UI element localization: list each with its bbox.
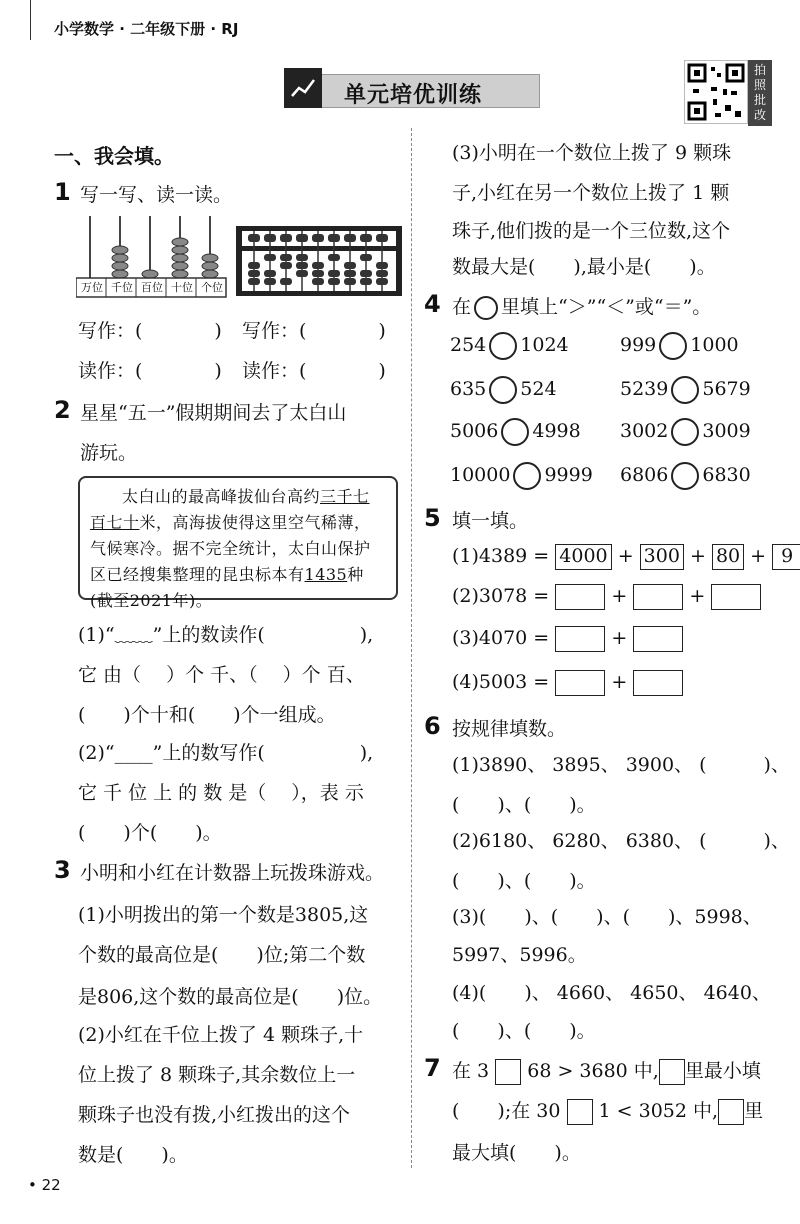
q6-line5: (3)( )、( )、( )、5998、 (452, 906, 762, 928)
q7-text-a1: 在 3 (452, 1060, 490, 1082)
qr-label-3: 批 (753, 93, 766, 107)
q7-text-b2: 1 < 3052 中, (598, 1100, 719, 1122)
compare-left: 3002 (620, 420, 669, 442)
compare-left: 5239 (620, 378, 669, 400)
compare-circle-input[interactable] (489, 332, 517, 360)
info-paragraph (90, 484, 386, 614)
q5-text: 填一填。 (452, 510, 529, 532)
qr-label-1: 拍 (753, 63, 766, 77)
q2-number: 2 (54, 396, 71, 424)
q3-right-line3: 珠子,他们拨的是一个三位数,这个 (452, 220, 731, 242)
q6-line6: 5997、5996。 (452, 944, 587, 966)
compare-right: 9999 (544, 464, 593, 486)
q6-line3: (2)6180、 6280、 6380、 ( )、 (452, 830, 790, 852)
plus-sign: + (689, 585, 706, 607)
compare-row-4b (620, 462, 751, 490)
compare-right: 5679 (702, 378, 751, 400)
abacus-label-ge: 个位 (201, 281, 223, 294)
answer-box[interactable]: 4000 (555, 544, 611, 570)
read-label-left: 读作：( (78, 360, 143, 382)
q6-text: 按规律填数。 (452, 718, 567, 740)
digit-box-icon (659, 1059, 685, 1085)
digit-box-icon (718, 1099, 744, 1125)
compare-row-2a (450, 376, 557, 404)
abacus-label-qian: 千位 (111, 281, 133, 294)
q2-text-line2: 游玩。 (80, 442, 138, 464)
q4-text-b: 里填上“＞”“＜”或“＝”。 (501, 296, 712, 318)
q1-number: 1 (54, 178, 71, 206)
q2-text-line1: 星星“五一”假期期间去了太白山 (80, 402, 347, 424)
q3-line2: 个数的最高位是( )位;第二个数 (78, 944, 366, 966)
compare-left: 6806 (620, 464, 669, 486)
section-banner (284, 68, 540, 112)
read-label-right: 读作：( (242, 360, 307, 382)
q1-text: 写一写、读一读。 (80, 184, 233, 206)
compare-circle-input[interactable] (501, 418, 529, 446)
paren-close: ) (214, 320, 222, 342)
qr-label-2: 照 (753, 78, 766, 92)
q7-number: 7 (424, 1054, 441, 1082)
q2-sub2-line1: (2)“____”上的数写作( ), (78, 742, 374, 764)
q7-text-b3: 里 (744, 1100, 764, 1122)
q7-text-a2: 68 > 3680 中, (527, 1060, 659, 1082)
q3-text: 小明和小红在计数器上玩拨珠游戏。 (80, 862, 385, 884)
compare-right: 4998 (532, 420, 581, 442)
compare-circle-input[interactable] (671, 376, 699, 404)
decompose-label: (1)4389 = (452, 545, 550, 567)
write-label-right: 写作：( (242, 320, 307, 342)
q1-read-left (78, 356, 222, 383)
q3-line3: 是806,这个数的最高位是( )位。 (78, 986, 383, 1008)
q4-text-a: 在 (452, 296, 472, 318)
q3-line1: (1)小明拨出的第一个数是3805,这 (78, 904, 369, 926)
chart-trend-icon (284, 68, 322, 108)
q1-read-right (242, 356, 386, 383)
q2-sub1-line3: ( )个十和( )个一组成。 (78, 704, 336, 726)
abacus-label-shi: 十位 (171, 281, 193, 294)
photo-grading-tab[interactable] (748, 60, 772, 126)
q6-line2: ( )、( )。 (452, 794, 596, 816)
compare-left: 10000 (450, 464, 511, 486)
info-underlined-2: 1435 (304, 565, 348, 584)
decompose-row-4 (452, 670, 683, 696)
q6-line1: (1)3890、 3895、 3900、 ( )、 (452, 754, 790, 776)
digit-box[interactable] (567, 1099, 593, 1125)
compare-circle-input[interactable] (671, 462, 699, 490)
qr-label-4: 改 (753, 108, 766, 122)
compare-right: 524 (520, 378, 557, 400)
compare-row-4a (450, 462, 593, 490)
compare-circle-input[interactable] (489, 376, 517, 404)
plus-sign: + (617, 545, 634, 567)
decompose-label: (3)4070 = (452, 627, 550, 649)
answer-box[interactable] (633, 670, 683, 696)
compare-left: 5006 (450, 420, 499, 442)
decompose-row-1 (452, 544, 800, 570)
q1-write-right (242, 316, 386, 343)
book-title: 小学数学 · 二年级下册 · RJ (54, 20, 239, 38)
decompose-row-3 (452, 626, 683, 652)
decompose-label: (2)3078 = (452, 585, 550, 607)
q6-line4: ( )、( )。 (452, 870, 596, 892)
answer-box[interactable] (555, 670, 605, 696)
abacus-label-wan: 万位 (81, 281, 103, 294)
q3-number: 3 (54, 856, 71, 884)
decompose-row-2 (452, 584, 761, 610)
compare-circle-input[interactable] (659, 332, 687, 360)
q5-number: 5 (424, 504, 441, 532)
compare-right: 3009 (702, 420, 751, 442)
q2-sub1-line1: (1)“﹏﹏”上的数读作( ), (78, 624, 374, 646)
q7-line3: 最大填( )。 (452, 1142, 581, 1164)
q7-line2 (452, 1096, 763, 1125)
compare-left: 254 (450, 334, 487, 356)
compare-circle-input[interactable] (513, 462, 541, 490)
circle-icon (474, 296, 498, 320)
decompose-label: (4)5003 = (452, 671, 550, 693)
answer-box[interactable]: 300 (640, 544, 684, 570)
compare-row-2b (620, 376, 751, 404)
info-text-2: 米，高海拔使得这里空气稀薄，气候寒冷。据不完全统计，太白山保护区已经搜集整理的昆虫标本有 (90, 513, 371, 584)
q2-sub1-line2: 它 由（ ）个 千、（ ）个 百、 (78, 664, 365, 686)
plus-sign: + (750, 545, 767, 567)
q3-right-line2: 子,小红在另一个数位上拨了 1 颗 (452, 182, 730, 204)
q2-sub2-line3: ( )个( )。 (78, 822, 222, 844)
info-underlined-1: 三千七百七十 (90, 487, 370, 532)
abacus-label-bai: 百位 (141, 281, 163, 294)
answer-box[interactable]: 80 (712, 544, 744, 570)
banner-title: 单元培优训练 (344, 83, 483, 108)
plus-sign: + (611, 627, 628, 649)
answer-box[interactable]: 9 (772, 544, 800, 570)
answer-box[interactable] (555, 584, 605, 610)
q4-text (452, 292, 711, 320)
compare-row-1a (450, 332, 569, 360)
q4-number: 4 (424, 290, 441, 318)
q3-right-line1: (3)小明在一个数位上拨了 9 颗珠 (452, 142, 732, 164)
q3-line5: 位上拨了 8 颗珠子,其余数位上一 (78, 1064, 356, 1086)
compare-circle-input[interactable] (671, 418, 699, 446)
header-rule (30, 0, 31, 40)
plus-sign: + (611, 671, 628, 693)
compare-left: 999 (620, 334, 657, 356)
compare-left: 635 (450, 378, 487, 400)
compare-right: 1000 (690, 334, 739, 356)
page-number: • 22 (28, 1176, 61, 1194)
paren-close: ) (214, 360, 222, 382)
compare-row-3a (450, 418, 581, 446)
q3-line4: (2)小红在千位上拨了 4 颗珠子,十 (78, 1024, 364, 1046)
q3-line6: 颗珠子也没有拨,小红拨出的这个 (78, 1104, 351, 1126)
q7-text-a3: 里最小填 (684, 1060, 761, 1082)
q6-line8: ( )、( )。 (452, 1020, 596, 1042)
plus-sign: + (689, 545, 706, 567)
bead-frame-abacus (236, 226, 402, 296)
q2-sub2-line2: 它 千 位 上 的 数 是（ ），表 示 (78, 782, 364, 804)
paren-close: ) (378, 360, 386, 382)
taibai-info-box (78, 476, 398, 610)
q7-text-b1: ( );在 30 (452, 1100, 561, 1122)
compare-row-1b (620, 332, 739, 360)
info-text-3: 种(截至2021年)。 (90, 565, 364, 610)
column-divider (411, 128, 412, 1168)
digit-box[interactable] (495, 1059, 521, 1085)
q6-line7: (4)( )、 4660、 4650、 4640、 (452, 982, 771, 1004)
q3-line7: 数是( )。 (78, 1144, 188, 1166)
answer-box[interactable] (555, 626, 605, 652)
write-label-left: 写作：( (78, 320, 143, 342)
info-text-1: 太白山的最高峰拔仙台高约 (122, 487, 321, 506)
answer-box[interactable] (711, 584, 761, 610)
q3-right-line4: 数最大是( ),最小是( )。 (452, 256, 716, 278)
compare-right: 6830 (702, 464, 751, 486)
compare-row-3b (620, 418, 751, 446)
q7-line1 (452, 1056, 761, 1085)
qr-code-icon[interactable] (684, 60, 748, 124)
answer-box[interactable] (633, 584, 683, 610)
answer-box[interactable] (633, 626, 683, 652)
plus-sign: + (611, 585, 628, 607)
compare-right: 1024 (520, 334, 569, 356)
q6-number: 6 (424, 712, 441, 740)
paren-close: ) (378, 320, 386, 342)
q1-write-left (78, 316, 222, 343)
section-title: 一、我会填。 (54, 144, 174, 168)
